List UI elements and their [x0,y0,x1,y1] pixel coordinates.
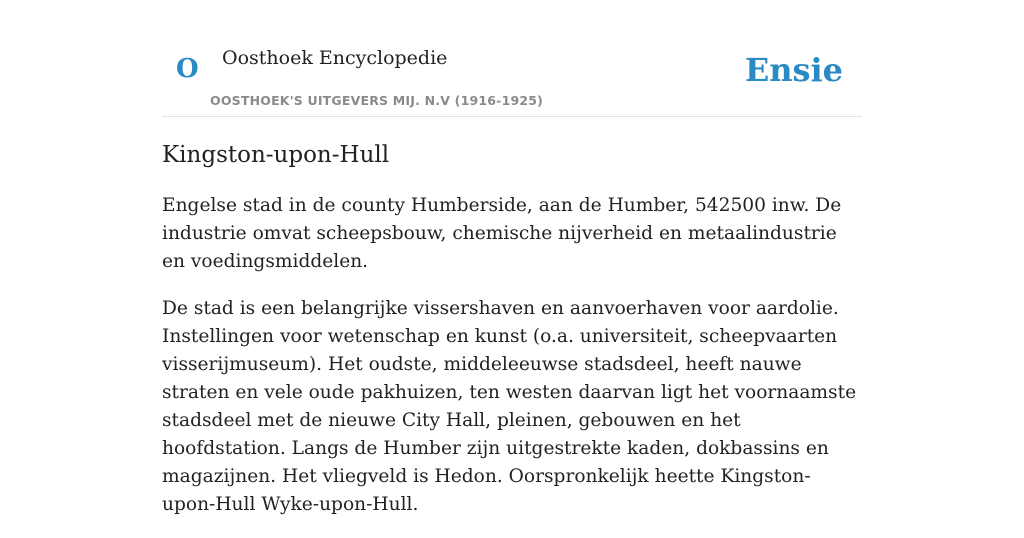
page [162,0,862,515]
source-title-link[interactable]: Oosthoek Encyclopedie [222,47,448,69]
entry-title: Kingston-upon-Hull [162,142,390,168]
entry-paragraph: De stad is een belangrijke vissershaven en aanvoerhaven voor aardolie. Instellingen voor wetenschap en kunst (o.a. universiteit, scheepvaarten visserijmuseum). Het oudste, middeleeuwse stadsdeel, heeft nauwe straten en vele oude pakhuizen, ten westen daarvan ligt het voornaamste stadsdeel met de nieuwe City Hall, pleinen, gebouwen en het hoofdstation. Langs de Humber zijn uitgestrekte kaden, dokbassins en magazijnen. Het vliegveld is Hedon. Oorspronkelijk heette Kingston-upon-Hull Wyke-upon-Hull. [162,298,857,515]
entry-body [162,192,862,538]
source-logo[interactable]: O [176,54,199,84]
source-header [162,0,862,117]
ensie-logo-link[interactable]: Ensie [744,51,843,89]
entry-paragraph: Engelse stad in de county Humberside, aan de Humber, 542500 inw. De industrie omvat scheepsbouw, chemische nijverheid en metaalindustrie en voedingsmiddelen. [162,195,842,272]
source-subtitle: OOSTHOEK'S UITGEVERS MIJ. N.V (1916-1925) [210,93,544,108]
